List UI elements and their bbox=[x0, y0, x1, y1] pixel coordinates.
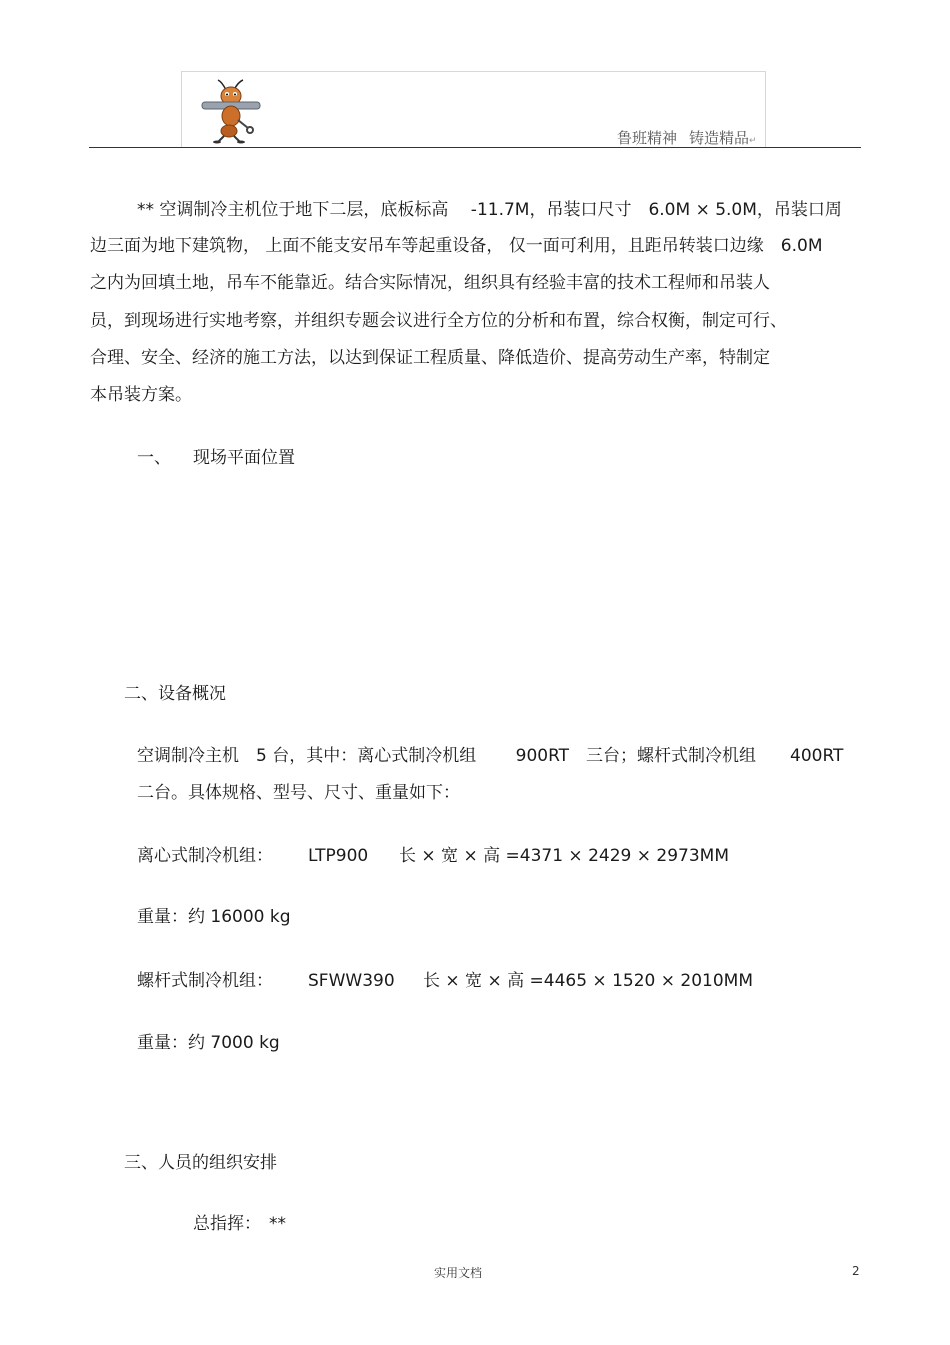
equipment-summary-line-1: 空调制冷主机 5 台，其中：离心式制冷机组 900RT 三台；螺杆式制冷机组 400RT bbox=[137, 746, 844, 766]
footer-label: 实用文档 bbox=[434, 1266, 483, 1280]
intro-line-2: 边三面为地下建筑物， 上面不能支安吊车等起重设备， 仅一面可利用，且距吊转装口边缘 6.0M bbox=[90, 236, 823, 256]
centrifugal-label: 离心式制冷机组： bbox=[137, 846, 273, 866]
screw-weight: 重量：约 7000 kg bbox=[137, 1033, 280, 1053]
intro-line-1: ** 空调制冷主机位于地下二层，底板标高 -11.7M，吊装口尺寸 6.0M × 5.0M，吊装口周 bbox=[137, 200, 842, 220]
header-slogan bbox=[617, 127, 757, 148]
ant-mascot-logo bbox=[198, 76, 264, 144]
screw-label: 螺杆式制冷机组： bbox=[137, 971, 273, 991]
intro-line-6: 本吊装方案。 bbox=[90, 385, 192, 405]
section1-number: 一、 bbox=[137, 448, 171, 468]
section3-heading: 三、人员的组织安排 bbox=[124, 1153, 277, 1173]
centrifugal-dimensions: 长 × 宽 × 高 =4371 × 2429 × 2973MM bbox=[399, 846, 729, 866]
centrifugal-model: LTP900 bbox=[308, 846, 369, 866]
intro-line-4: 员，到现场进行实地考察，并组织专题会议进行全方位的分析和布置，综合权衡，制定可行、 bbox=[90, 311, 787, 331]
paragraph-mark-icon: ↵ bbox=[749, 136, 757, 146]
equipment-summary-line-2: 二台。具体规格、型号、尺寸、重量如下： bbox=[137, 783, 460, 803]
screw-model: SFWW390 bbox=[308, 971, 395, 991]
centrifugal-weight: 重量：约 16000 kg bbox=[137, 907, 291, 927]
slogan-part2: 铸造精品 bbox=[689, 129, 750, 147]
screw-dimensions: 长 × 宽 × 高 =4465 × 1520 × 2010MM bbox=[423, 971, 753, 991]
section2-heading: 二、设备概况 bbox=[124, 684, 226, 704]
header-divider bbox=[89, 147, 861, 148]
slogan-part1: 鲁班精神 bbox=[617, 129, 678, 147]
page-number: 2 bbox=[852, 1264, 860, 1278]
section1-title: 现场平面位置 bbox=[193, 448, 295, 468]
commander-value: ** bbox=[269, 1214, 286, 1234]
intro-line-5: 合理、安全、经济的施工方法，以达到保证工程质量、降低造价、提高劳动生产率，特制定 bbox=[90, 348, 770, 368]
commander-label: 总指挥： bbox=[193, 1214, 261, 1234]
intro-line-3: 之内为回填土地，吊车不能靠近。结合实际情况，组织具有经验丰富的技术工程师和吊装人 bbox=[90, 273, 770, 293]
